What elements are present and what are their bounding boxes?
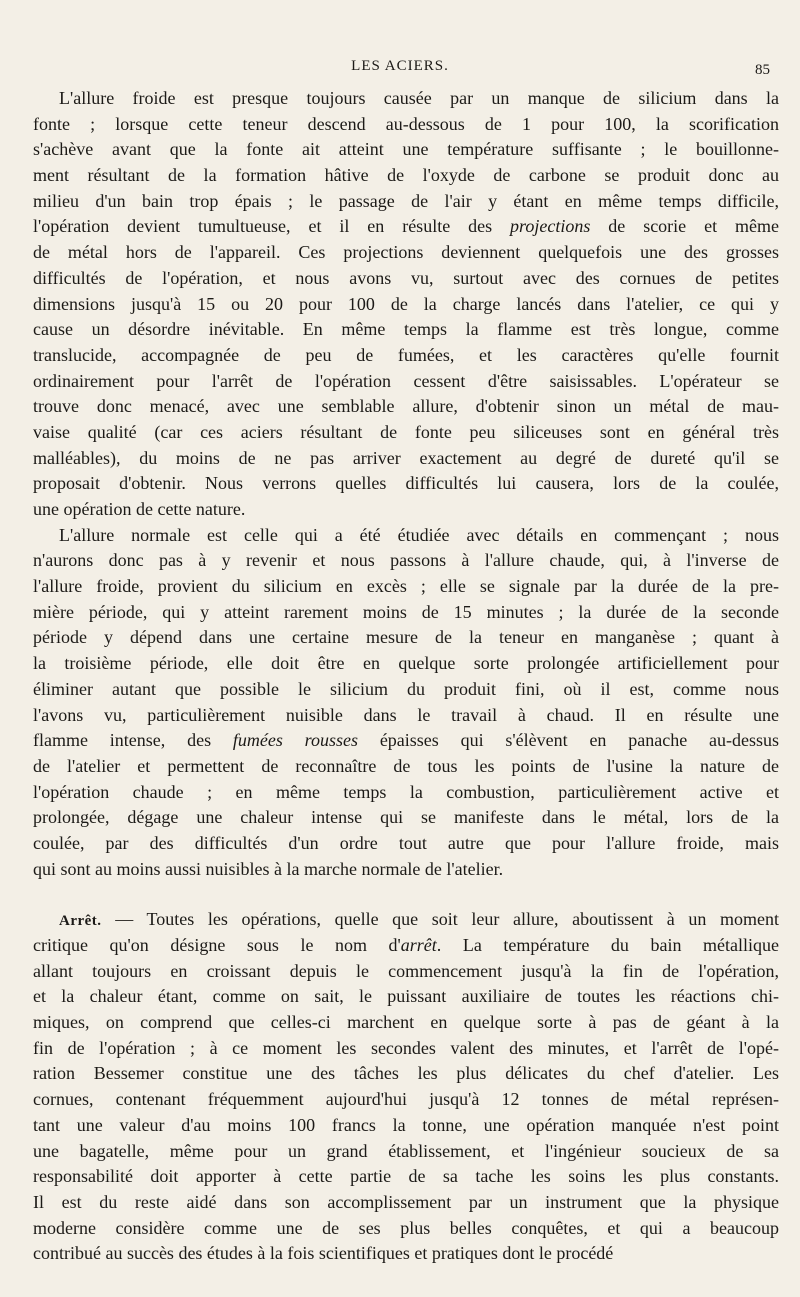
text-line: L'allure froide est presque toujours causée par un manque de silicium dans la [59, 88, 779, 108]
body-text [33, 86, 779, 1267]
italic-term: arrêt [400, 935, 437, 955]
text-line: s'achève avant que la fonte ait atteint une température suffisante ; le bouillonne- [33, 139, 779, 160]
text-line: L'allure normale est celle qui a été étudiée avec détails en commençant ; nous [59, 524, 779, 545]
text-line: dimensions jusqu'à 15 ou 20 pour 100 de la charge lancés dans l'atelier, ce qui y [33, 293, 779, 314]
text-line: la troisième période, elle doit être en quelque sorte prolongée artificiellement pour [33, 653, 779, 674]
text-line: et la chaleur étant, comme on sait, le puissant auxiliaire de toutes les réactions chi- [33, 986, 779, 1007]
text-line: miques, on comprend que celles-ci marchent en quelque sorte à pas de géant à la [33, 1012, 779, 1033]
text-line: Il est du reste aidé dans son accomplissement par un instrument que la physique [33, 1191, 779, 1212]
text-line: l'avons vu, particulièrement nuisible dans le travail à chaud. Il en résulte une [33, 704, 779, 725]
text-line: moderne considère comme une de ses plus belles conquêtes, et qui a beaucoup [33, 1217, 779, 1238]
text-line: fin de l'opération ; à ce moment les secondes valent des minutes, et l'arrêt de l'opé- [33, 1037, 779, 1058]
text-line: allant toujours en croissant depuis le commencement jusqu'à la fin de l'opération, [33, 960, 779, 981]
text-line: mière période, qui y atteint rarement moins de 15 minutes ; la durée de la seconde [33, 601, 779, 622]
italic-term: projections [510, 216, 591, 237]
text-line: n'aurons donc pas à y revenir et nous passons à l'allure chaude, qui, à l'inverse de [33, 550, 779, 571]
text-line: vaise qualité (car ces aciers résultant de fonte peu siliceuses sont en général très [33, 421, 779, 442]
text-line: tant une valeur d'au moins 100 francs la tonne, une opération manquée n'est point [33, 1114, 779, 1135]
text-line: critique qu'on désigne sous le nom d'arrêt. La température du bain métallique [33, 935, 779, 955]
text-line: de métal hors de l'appareil. Ces projections deviennent quelquefois une des grosses [33, 242, 779, 263]
text-line: qui sont au moins aussi nuisibles à la marche normale de l'atelier. [33, 858, 504, 879]
text-line: milieu d'un bain trop épais ; le passage de l'air y étant en même temps difficile, [33, 190, 779, 211]
text-line: cornues, contenant fréquemment aujourd'hui jusqu'à 12 tonnes de métal représen- [33, 1089, 779, 1110]
text-line: prolongée, dégage une chaleur intense qui se manifeste dans le métal, lors de la [33, 807, 779, 828]
text-line: une bagatelle, même pour un grand établissement, et l'ingénieur soucieux de sa [33, 1140, 779, 1161]
section-gap [33, 882, 779, 907]
text-line: proposait d'obtenir. Nous verrons quelles difficultés lui causera, lors de la coulée, [33, 473, 779, 494]
running-title: LES ACIERS. [351, 58, 449, 74]
text-line: ment résultant de la formation hâtive de l'oxyde de carbone se produit donc au [33, 165, 779, 186]
text-line: une opération de cette nature. [33, 499, 246, 519]
text-line: trouve donc menacé, avec une semblable allure, d'obtenir sinon un métal de mau- [33, 396, 779, 417]
text-line: ordinairement pour l'arrêt de l'opération cessent d'être saisissables. L'opérateur se [33, 370, 779, 391]
text-line: période y dépend dans une certaine mesure de la teneur en manganèse ; quant à [33, 627, 779, 648]
section-heading: Arrêt. [59, 913, 102, 930]
text-line: coulée, par des difficultés d'un ordre tout autre que pour l'allure froide, mais [33, 832, 779, 853]
text-line: responsabilité doit apporter à cette partie de sa tache les soins les plus constants. [33, 1166, 779, 1187]
italic-term: fumées rousses [232, 730, 359, 751]
text-line: de l'atelier et permettent de reconnaître de tous les points de l'usine la nature de [33, 755, 779, 776]
text-line: l'opération devient tumultueuse, et il en résulte des projections de scorie et même [33, 216, 779, 237]
text-line: l'opération chaude ; en même temps la combustion, particulièrement active et [33, 781, 779, 802]
text-line: contribué au succès des études à la fois scientifiques et pratiques dont le procédé [33, 1243, 614, 1264]
text-line: ration Bessemer constitue une des tâches les plus délicates du chef d'atelier. Les [33, 1063, 779, 1084]
text-line: fonte ; lorsque cette teneur descend au-dessous de 1 pour 100, la scorification [33, 113, 779, 134]
text-line: cause un désordre inévitable. En même temps la flamme est très longue, comme [33, 319, 779, 340]
text-line: Arrêt. — Toutes les opérations, quelle que soit leur allure, aboutissent à un moment [59, 909, 779, 930]
text-line: malléables), du moins de ne pas arriver exactement au degré de dureté qu'il se [33, 447, 779, 468]
text-line: l'allure froide, provient du silicium en excès ; elle se signale par la durée de la pre- [33, 576, 779, 597]
page-number: 85 [755, 62, 770, 78]
text-line: éliminer autant que possible le silicium du produit fini, où il est, comme nous [33, 678, 779, 699]
text-line: translucide, accompagnée de peu de fumées, et les caractères qu'elle fournit [33, 344, 779, 365]
text-line: flamme intense, des fumées rousses épaisses qui s'élèvent en panache au-dessus [33, 730, 779, 751]
text-line: difficultés de l'opération, et nous avons vu, surtout avec des cornues de petites [33, 267, 779, 288]
